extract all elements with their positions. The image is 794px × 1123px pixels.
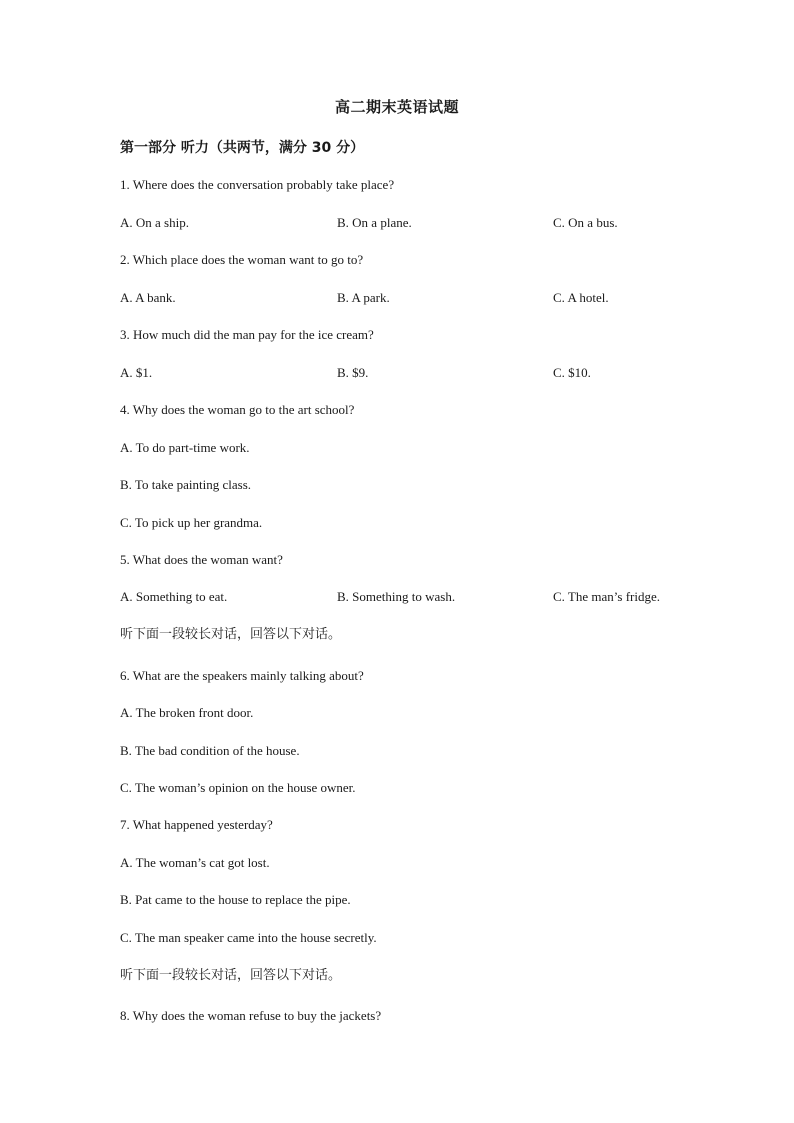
options-row-1: [120, 214, 720, 232]
option-3b: B. $9.: [337, 365, 369, 380]
option-5b: B. Something to wash.: [337, 589, 456, 604]
question-stem-3: 3. How much did the man pay for the ice cream?: [120, 327, 374, 342]
options-row-2: [120, 289, 720, 307]
long-dialogue-instruction-1: 听下面一段较长对话，回答以下对话。: [120, 627, 342, 642]
option-4c: C. To pick up her grandma.: [120, 515, 263, 530]
option-7a: A. The woman’s cat got lost.: [120, 855, 270, 870]
option-6c: C. The woman’s opinion on the house owner.: [120, 780, 356, 795]
option-4b: B. To take painting class.: [120, 477, 251, 492]
option-1c: C. On a bus.: [553, 215, 618, 230]
option-7b: B. Pat came to the house to replace the pipe.: [120, 892, 351, 907]
option-2b: B. A park.: [337, 290, 390, 305]
question-stem-8: 8. Why does the woman refuse to buy the jackets?: [120, 1008, 382, 1023]
question-stem-6: 6. What are the speakers mainly talking about?: [120, 668, 364, 683]
options-row-3: [120, 364, 720, 382]
option-1a: A. On a ship.: [120, 215, 189, 230]
option-4a: A. To do part-time work.: [120, 440, 250, 455]
section-heading: 第一部分 听力（共两节，满分 30 分）: [120, 140, 365, 156]
options-row-5: [120, 588, 720, 606]
option-1b: B. On a plane.: [337, 215, 412, 230]
question-stem-7: 7. What happened yesterday?: [120, 817, 273, 832]
option-6b: B. The bad condition of the house.: [120, 743, 300, 758]
question-stem-2: 2. Which place does the woman want to go to?: [120, 252, 364, 267]
long-dialogue-instruction-2: 听下面一段较长对话，回答以下对话。: [120, 968, 342, 983]
question-stem-5: 5. What does the woman want?: [120, 552, 283, 567]
option-7c: C. The man speaker came into the house secretly.: [120, 930, 377, 945]
option-6a: A. The broken front door.: [120, 705, 254, 720]
option-2a: A. A bank.: [120, 290, 176, 305]
option-3c: C. $10.: [553, 365, 591, 380]
option-2c: C. A hotel.: [553, 290, 609, 305]
option-5c: C. The man’s fridge.: [553, 589, 660, 604]
option-3a: A. $1.: [120, 365, 153, 380]
question-stem-1: 1. Where does the conversation probably take place?: [120, 177, 395, 192]
option-5a: A. Something to eat.: [120, 589, 228, 604]
page-title: 高二期末英语试题: [334, 98, 459, 116]
question-stem-4: 4. Why does the woman go to the art school?: [120, 402, 355, 417]
